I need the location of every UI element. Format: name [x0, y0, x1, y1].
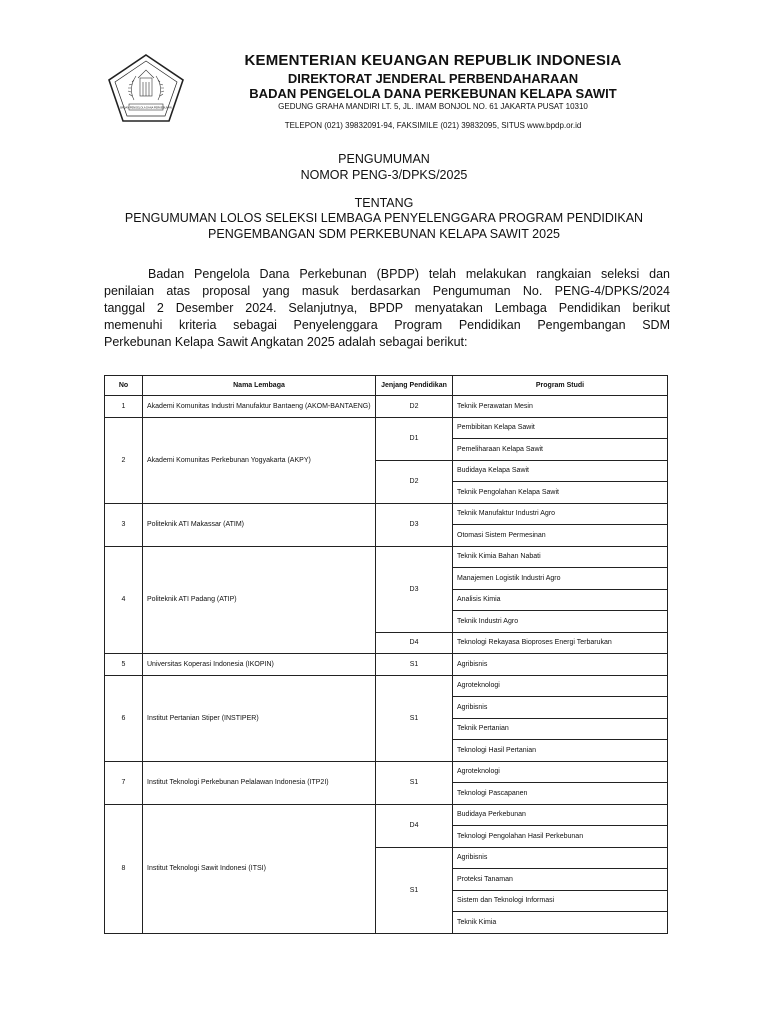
header-program: Program Studi	[453, 376, 668, 396]
agency-name: BADAN PENGELOLA DANA PERKEBUNAN KELAPA SAWIT	[249, 86, 617, 101]
cell-program: Sistem dan Teknologi Informasi	[453, 890, 668, 912]
cell-no: 7	[105, 761, 143, 804]
subject-line-1: PENGUMUMAN LOLOS SELEKSI LEMBAGA PENYELENGGARA PROGRAM PENDIDIKAN	[124, 211, 644, 225]
cell-level: D4	[376, 632, 453, 654]
cell-institution: Institut Teknologi Sawit Indonesi (ITSI)	[143, 804, 376, 933]
table-row	[105, 804, 668, 826]
cell-program: Agribisnis	[453, 654, 668, 676]
cell-institution: Politeknik ATI Padang (ATIP)	[143, 546, 376, 654]
cell-program: Proteksi Tanaman	[453, 869, 668, 891]
directorate-name: DIREKTORAT JENDERAL PERBENDAHARAAN	[287, 71, 579, 86]
cell-program: Teknologi Rekayasa Bioproses Energi Terbarukan	[453, 632, 668, 654]
table-header-row	[105, 376, 668, 396]
agency-contact: TELEPON (021) 39832091-94, FAKSIMILE (021) 39832095, SITUS www.bpdp.or.id	[284, 121, 582, 130]
cell-level: D3	[376, 503, 453, 546]
body-line: penilaian atas proposal yang masuk berdasarkan Pengumuman No. PENG-4/DPKS/2024	[104, 284, 670, 298]
cell-institution: Akademi Komunitas Perkebunan Yogyakarta (AKPY)	[143, 417, 376, 503]
cell-level: S1	[376, 847, 453, 933]
cell-program: Budidaya Kelapa Sawit	[453, 460, 668, 482]
cell-program: Teknik Manufaktur Industri Agro	[453, 503, 668, 525]
cell-program: Analisis Kimia	[453, 589, 668, 611]
cell-level: S1	[376, 761, 453, 804]
cell-no: 4	[105, 546, 143, 654]
body-paragraph	[104, 266, 670, 351]
cell-program: Teknik Kimia	[453, 912, 668, 934]
cell-no: 6	[105, 675, 143, 761]
cell-institution: Akademi Komunitas Industri Manufaktur Bantaeng (AKOM-BANTAENG)	[143, 396, 376, 418]
table-row	[105, 761, 668, 783]
cell-level: D4	[376, 804, 453, 847]
body-line: Perkebunan Kelapa Sawit Angkatan 2025 adalah sebagai berikut:	[104, 335, 468, 349]
cell-program: Teknik Pertanian	[453, 718, 668, 740]
cell-program: Agribisnis	[453, 697, 668, 719]
cell-program: Teknik Industri Agro	[453, 611, 668, 633]
cell-program: Budidaya Perkebunan	[453, 804, 668, 826]
header-level: Jenjang Pendidikan	[376, 376, 453, 396]
cell-program: Agroteknologi	[453, 675, 668, 697]
cell-level: D1	[376, 417, 453, 460]
table-row	[105, 503, 668, 525]
agency-address: GEDUNG GRAHA MANDIRI LT. 5, JL. IMAM BONJOL NO. 61 JAKARTA PUSAT 10310	[278, 102, 588, 111]
cell-institution: Politeknik ATI Makassar (ATIM)	[143, 503, 376, 546]
cell-level: S1	[376, 654, 453, 676]
cell-program: Otomasi Sistem Permesinan	[453, 525, 668, 547]
cell-no: 1	[105, 396, 143, 418]
ministry-name: KEMENTERIAN KEUANGAN REPUBLIK INDONESIA	[244, 52, 622, 69]
cell-program: Agribisnis	[453, 847, 668, 869]
cell-institution: Institut Teknologi Perkebunan Pelalawan Indonesia (ITP2I)	[143, 761, 376, 804]
cell-level: D2	[376, 396, 453, 418]
table-row	[105, 396, 668, 418]
body-line: memenuhi kriteria sebagai Penyelenggara Program Pendidikan Pengembangan SDM	[104, 318, 670, 332]
logo-caption: BADAN PENGELOLA DANA PERKEBUNAN	[120, 106, 172, 110]
cell-program: Teknologi Hasil Pertanian	[453, 740, 668, 762]
subject-line-2: PENGEMBANGAN SDM PERKEBUNAN KELAPA SAWIT 2025	[208, 227, 560, 241]
announcement-number: NOMOR PENG-3/DPKS/2025	[300, 168, 468, 182]
cell-program: Manajemen Logistik Industri Agro	[453, 568, 668, 590]
selection-results-table	[104, 375, 668, 934]
cell-no: 5	[105, 654, 143, 676]
cell-program: Pemeliharaan Kelapa Sawit	[453, 439, 668, 461]
body-line: tanggal 2 Desember 2024. Selanjutnya, BPDP menyatakan Lembaga Pendidikan berikut	[104, 301, 670, 315]
cell-level: S1	[376, 675, 453, 761]
cell-program: Teknik Kimia Bahan Nabati	[453, 546, 668, 568]
header-institution: Nama Lembaga	[143, 376, 376, 396]
cell-no: 3	[105, 503, 143, 546]
cell-program: Teknik Perawatan Mesin	[453, 396, 668, 418]
cell-no: 2	[105, 417, 143, 503]
cell-program: Agroteknologi	[453, 761, 668, 783]
announcement-label: PENGUMUMAN	[338, 152, 430, 166]
body-line: Badan Pengelola Dana Perkebunan (BPDP) telah melakukan rangkaian seleksi dan	[148, 267, 670, 281]
cell-program: Teknik Pengolahan Kelapa Sawit	[453, 482, 668, 504]
cell-institution: Universitas Koperasi Indonesia (IKOPIN)	[143, 654, 376, 676]
about-label: TENTANG	[354, 196, 414, 210]
cell-institution: Institut Pertanian Stiper (INSTIPER)	[143, 675, 376, 761]
cell-program: Pembibitan Kelapa Sawit	[453, 417, 668, 439]
header-no: No	[105, 376, 143, 396]
table-row	[105, 675, 668, 697]
cell-program: Teknologi Pengolahan Hasil Perkebunan	[453, 826, 668, 848]
cell-level: D2	[376, 460, 453, 503]
cell-no: 8	[105, 804, 143, 933]
table-row	[105, 546, 668, 568]
cell-level: D3	[376, 546, 453, 632]
table-row	[105, 417, 668, 439]
ministry-emblem-icon	[106, 52, 186, 124]
table-row	[105, 654, 668, 676]
cell-program: Teknologi Pascapanen	[453, 783, 668, 805]
